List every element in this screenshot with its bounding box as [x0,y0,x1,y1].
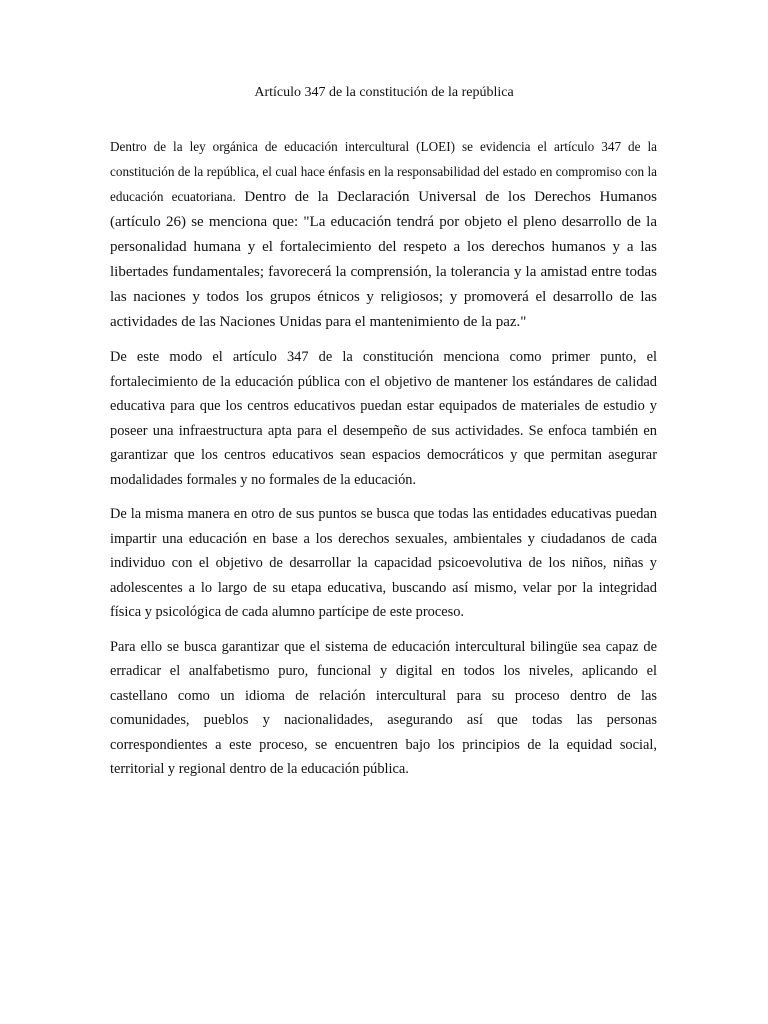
paragraph-2: De este modo el artículo 347 de la constitución menciona como primer punto, el fortalecimiento de la educación pública con el objetivo de mantener los estándares de calidad educativa para que los centros educativos puedan estar equipados de materiales de estudio y poseer una infraestructura apta para el desempeño de sus actividades. Se enfoca también en garantizar que los centros educativos sean espacios democráticos y que permitan asegurar modalidades formales y no formales de la educación. [110,349,657,488]
paragraph-1 [110,134,657,335]
paragraph-3: De la misma manera en otro de sus puntos se busca que todas las entidades educativas puedan impartir una educación en base a los derechos sexuales, ambientales y ciudadanos de cada individuo con el objetivo de desarrollar la capacidad psicoevolutiva de los niños, niñas y adolescentes a lo largo de su etapa educativa, buscando así mismo, velar por la integridad física y psicológica de cada alumno partícipe de este proceso. [110,506,657,620]
document-title: Artículo 347 de la constitución de la república [254,85,514,100]
document-body [110,134,657,782]
paragraph-1-quote: Dentro de la Declaración Universal de los Derechos Humanos (artículo 26) se menciona que: "La educación tendrá por objeto el pleno desarrollo de la personalidad humana y el fortalecimiento del respeto a los derechos humanos y a las libertades fundamentales; favorecerá la comprensión, la tolerancia y la amistad entre todas las naciones y todos los grupos étnicos y religiosos; y promoverá el desarrollo de las actividades de las Naciones Unidas para el mantenimiento de la paz." [110,189,658,330]
paragraph-4: Para ello se busca garantizar que el sistema de educación intercultural bilingüe sea capaz de erradicar el analfabetismo puro, funcional y digital en todos los niveles, aplicando el castellano como un idioma de relación intercultural para su proceso dentro de las comunidades, pueblos y nacionalidades, asegurando así que todas las personas correspondientes a este proceso, se encuentren bajo los principios de la equidad social, territorial y regional dentro de la educación pública. [110,638,657,777]
paragraph-1-intro: Dentro de la ley orgánica de educación intercultural (LOEI) se evidencia el artículo 347 de la constitución de la república, el cual hace énfasis en la responsabilidad del estado en compromiso con la educación ecuatoriana. [110,139,657,204]
